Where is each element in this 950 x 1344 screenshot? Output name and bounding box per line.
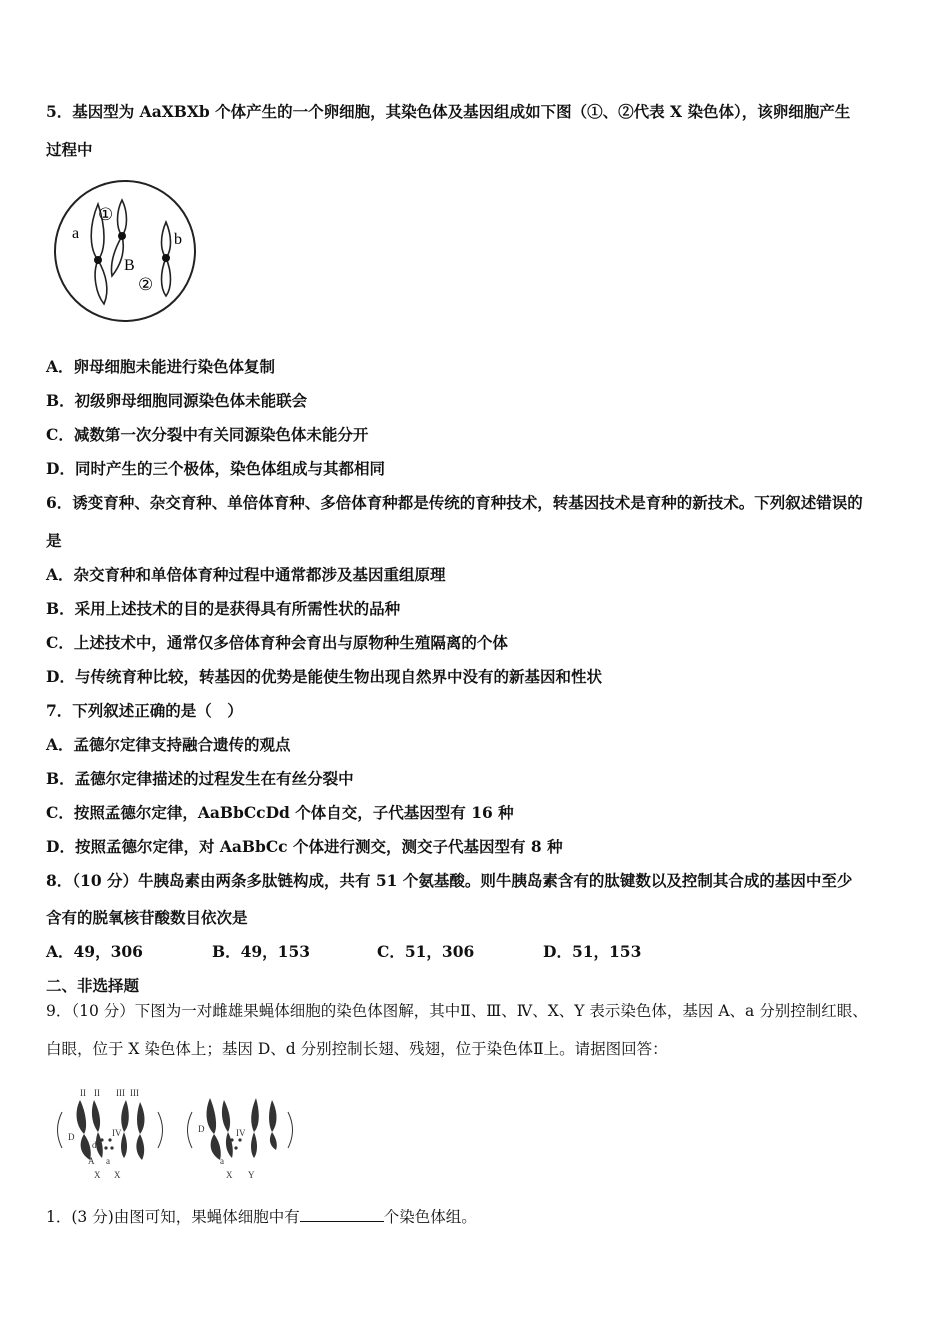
label-chrom-iv: IV (236, 1128, 246, 1138)
egg-cell-figure (52, 178, 202, 328)
q6-option-c: C．上述技术中，通常仅多倍体育种会育出与原物种生殖隔离的个体 (46, 633, 508, 652)
q7-option-c: C．按照孟德尔定律，AaBbCcDd 个体自交，子代基因型有 16 种 (46, 803, 514, 822)
q6-stem-line2: 是 (46, 531, 62, 550)
q9-sub1-suffix: 个染色体组。 (383, 1208, 477, 1226)
q6-option-a: A．杂交育种和单倍体育种过程中通常都涉及基因重组原理 (46, 565, 446, 584)
fruitfly-male-karyotype (184, 1082, 304, 1182)
q7-stem: 7．下列叙述正确的是（ ） (46, 701, 243, 720)
label-B: B (124, 257, 135, 274)
label-y: Y (248, 1170, 255, 1180)
label-a: a (72, 225, 80, 242)
q7-option-a: A．孟德尔定律支持融合遗传的观点 (46, 735, 291, 754)
label-chrom-ii-2: II (94, 1088, 100, 1098)
label-gene-a: a (106, 1156, 110, 1166)
label-chrom-ii: II (80, 1088, 86, 1098)
label-b: b (174, 231, 182, 248)
q8-stem-line1: 8．（10 分）牛胰岛素由两条多肽链构成，共有 51 个氨基酸。则牛胰岛素含有的肽键数以及控制其合成的基因中至少 (46, 871, 853, 890)
label-chrom-iv: IV (112, 1128, 122, 1138)
label-x2: X (114, 1170, 121, 1180)
q5-stem-line2: 过程中 (46, 140, 93, 159)
q9-stem-line1: 9．（10 分）下图为一对雌雄果蝇体细胞的染色体图解，其中Ⅱ、Ⅲ、Ⅳ、X、Y 表示染色体，基因 A、a 分别控制红眼、 (46, 1002, 868, 1020)
label-x1: X (94, 1170, 101, 1180)
q9-sub1 (46, 1207, 477, 1227)
label-gene-D: D (68, 1132, 75, 1142)
label-chrom-iii: III (116, 1088, 125, 1098)
q8-option-b: B．49，153 (212, 942, 311, 961)
q7-option-d: D．按照孟德尔定律，对 AaBbCc 个体进行测交，测交子代基因型有 8 种 (46, 837, 563, 856)
label-gene-A: A (88, 1156, 95, 1166)
q5-stem-line1: 5．基因型为 AaXBXb 个体产生的一个卵细胞，其染色体及基因组成如下图（①、②代表 X 染色体），该卵细胞产生 (46, 102, 851, 121)
q8-option-d: D．51，153 (543, 942, 642, 961)
label-gene-d: d (92, 1140, 97, 1150)
q5-option-a: A．卵母细胞未能进行染色体复制 (46, 357, 276, 376)
q8-option-c: C．51，306 (377, 942, 475, 961)
label-chrom-iii-2: III (130, 1088, 139, 1098)
section2-title: 二、非选择题 (46, 976, 140, 995)
q5-option-d: D．同时产生的三个极体，染色体组成与其都相同 (46, 459, 385, 478)
q5-option-b: B．初级卵母细胞同源染色体未能联会 (46, 391, 308, 410)
label-circled-2: ② (138, 275, 154, 295)
q5-option-c: C．减数第一次分裂中有关同源染色体未能分开 (46, 425, 369, 444)
q6-option-d: D．与传统育种比较，转基因的优势是能使生物出现自然界中没有的新基因和性状 (46, 667, 602, 686)
q8-stem-line2: 含有的脱氧核苷酸数目依次是 (46, 908, 248, 927)
label-circled-1: ① (98, 205, 114, 225)
label-gene-D: D (198, 1124, 205, 1134)
label-gene-a: a (220, 1156, 224, 1166)
q9-sub1-prefix: 1．(3 分)由图可知，果蝇体细胞中有 (46, 1208, 300, 1226)
q8-option-a: A．49，306 (46, 942, 143, 961)
fruitfly-female-karyotype (54, 1082, 174, 1182)
q9-stem-line2: 白眼，位于 X 染色体上；基因 D、d 分别控制长翅、残翅，位于染色体Ⅱ上。请据图回答： (46, 1040, 668, 1058)
label-x: X (226, 1170, 233, 1180)
answer-blank[interactable] (300, 1207, 384, 1222)
q6-stem-line1: 6．诱变育种、杂交育种、单倍体育种、多倍体育种都是传统的育种技术，转基因技术是育种的新技术。下列叙述错误的 (46, 493, 863, 512)
q6-option-b: B．采用上述技术的目的是获得具有所需性状的品种 (46, 599, 401, 618)
q7-option-b: B．孟德尔定律描述的过程发生在有丝分裂中 (46, 769, 354, 788)
